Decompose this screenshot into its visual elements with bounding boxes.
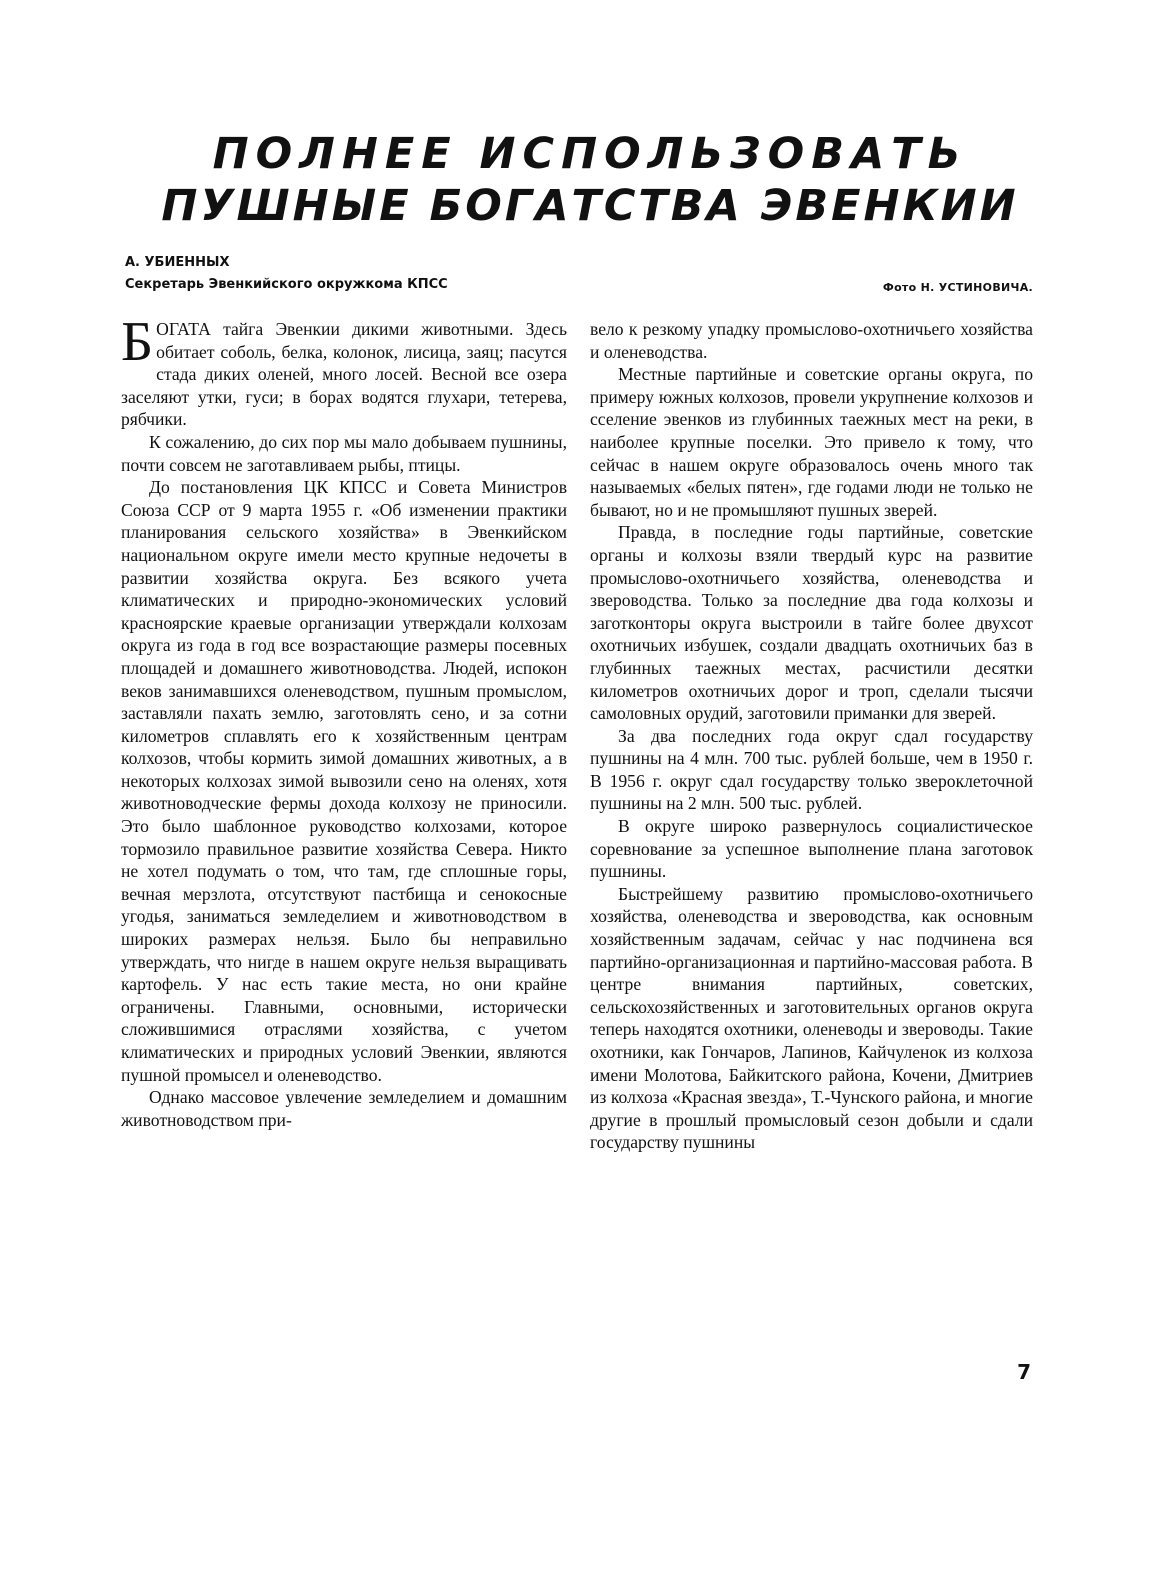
author-name: А. УБИЕННЫХ <box>125 255 230 270</box>
paragraph: За два последних года округ сдал государству пушнины на 4 млн. 700 тыс. рублей больше, чем в 1950 г. В 1956 г. округ сдал государству только звероклеточной пушнины на 2 млн. 500 тыс. рублей. <box>590 725 1033 814</box>
drop-cap: Б <box>121 311 154 373</box>
paragraph: В округе широко развернулось социалистическое соревнование за успешное выполнение плана заготовок пушнины. <box>590 816 1033 882</box>
paragraph: вело к резкому упадку промыслово-охотничьего хозяйства и оленеводства. <box>590 319 1033 362</box>
paragraph: Быстрейшему развитию промыслово-охотничьего хозяйства, оленеводства и звероводства, как основным хозяйственным задачам, сейчас у нас подчинена вся партийно-организационная и партийно-массовая работа. В центре внимания партийных, советских, сельскохозяйственных и заготовительных органов округа теперь находятся охотники, оленеводы и звероводы. Такие охотники, как Гончаров, Лапинов, Кайчуленок из колхоза имени Молотова, Байкитского района, Кочени, Дмитриев из колхоза «Красная звезда», Т.-Чунского района, и многие другие в прошлый промысловый сезон добыли и сдали государству пушнины <box>590 883 1033 1153</box>
paragraph: Местные партийные и советские органы округа, по примеру южных колхозов, провели укрупнение колхозов и сселение эвенков из глубинных таежных мест на реки, в наиболее крупные поселки. Это привело к тому, что сейчас в нашем округе образовалось очень много так называемых «белых пятен», где годами люди не только не бывают, но и не промышляют пушных зверей. <box>590 364 1033 520</box>
paragraph: Однако массовое увлечение земледелием и домашним животноводством при- <box>121 1087 567 1130</box>
photo-credit: Фото Н. УСТИНОВИЧА. <box>882 281 1033 294</box>
paragraph: К сожалению, до сих пор мы мало добываем пушнины, почти совсем не заготавливаем рыбы, птицы. <box>121 431 567 475</box>
right-column <box>590 318 1033 1154</box>
paragraph <box>121 311 567 431</box>
title-line-2: ПУШНЫЕ БОГАТСТВА ЭВЕНКИИ <box>161 181 1019 231</box>
article-title <box>150 128 1030 232</box>
title-line-1: ПОЛНЕЕ ИСПОЛЬЗОВАТЬ <box>212 129 968 179</box>
paragraph-text: ОГАТА тайга Эвенкии дикими животными. Здесь обитает соболь, белка, колонок, лисица, заяц; пасутся стада диких оленей, много лосей. Весной все озера заселяют утки, гуси; в борах водятся глухари, тетерева, рябчики. <box>121 319 567 430</box>
page-number: 7 <box>1017 1360 1031 1384</box>
left-column <box>121 311 567 1131</box>
byline <box>125 252 448 296</box>
author-role: Секретарь Эвенкийского окружкома КПСС <box>125 277 448 292</box>
paragraph: Правда, в последние годы партийные, советские органы и колхозы взяли твердый курс на развитие промыслово-охотничьего хозяйства, оленеводства и звероводства. Только за последние два года колхозы и заготконторы округа выстроили в тайге более двухсот охотничьих избушек, создали двадцать охотничьих баз в глубинных таежных местах, расчистили десятки километров охотничьих дорог и троп, сделали тысячи самоловных орудий, заготовили приманки для зверей. <box>590 522 1033 724</box>
paragraph: До постановления ЦК КПСС и Совета Министров Союза ССР от 9 марта 1955 г. «Об изменении практики планирования сельского хозяйства» в Эвенкийском национальном округе имели место крупные недочеты в развитии хозяйства округа. Без всякого учета климатических и природно-экономических условий красноярские краевые организации утверждали колхозам округа из года в год все возрастающие размеры посевных площадей и домашнего животноводства. Людей, испокон веков занимавшихся оленеводством, пушным промыслом, заставляли пахать землю, заготовлять сено, и за сотни километров сплавлять его к хозяйственным центрам колхозов, чтобы кормить зимой домашних животных, а в некоторых колхозах зимой вывозили сено на оленях, хотя животноводческие фермы дохода колхозу не приносили. Это было шаблонное руководство колхозами, которое тормозило правильное развитие хозяйства Севера. Никто не хотел подумать о том, что там, где сплошные горы, вечная мерзлота, отсутствуют пастбища и сенокосные угодья, заниматься земледелием и животноводством в широких размерах нельзя. Было бы неправильно утверждать, что нигде в нашем округе нельзя выращивать картофель. У нас есть такие места, но они крайне ограничены. Главными, основными, исторически сложившимися отраслями хозяйства, с учетом климатических и природных условий Эвенкии, являются пушной промысел и оленеводство. <box>121 477 567 1085</box>
